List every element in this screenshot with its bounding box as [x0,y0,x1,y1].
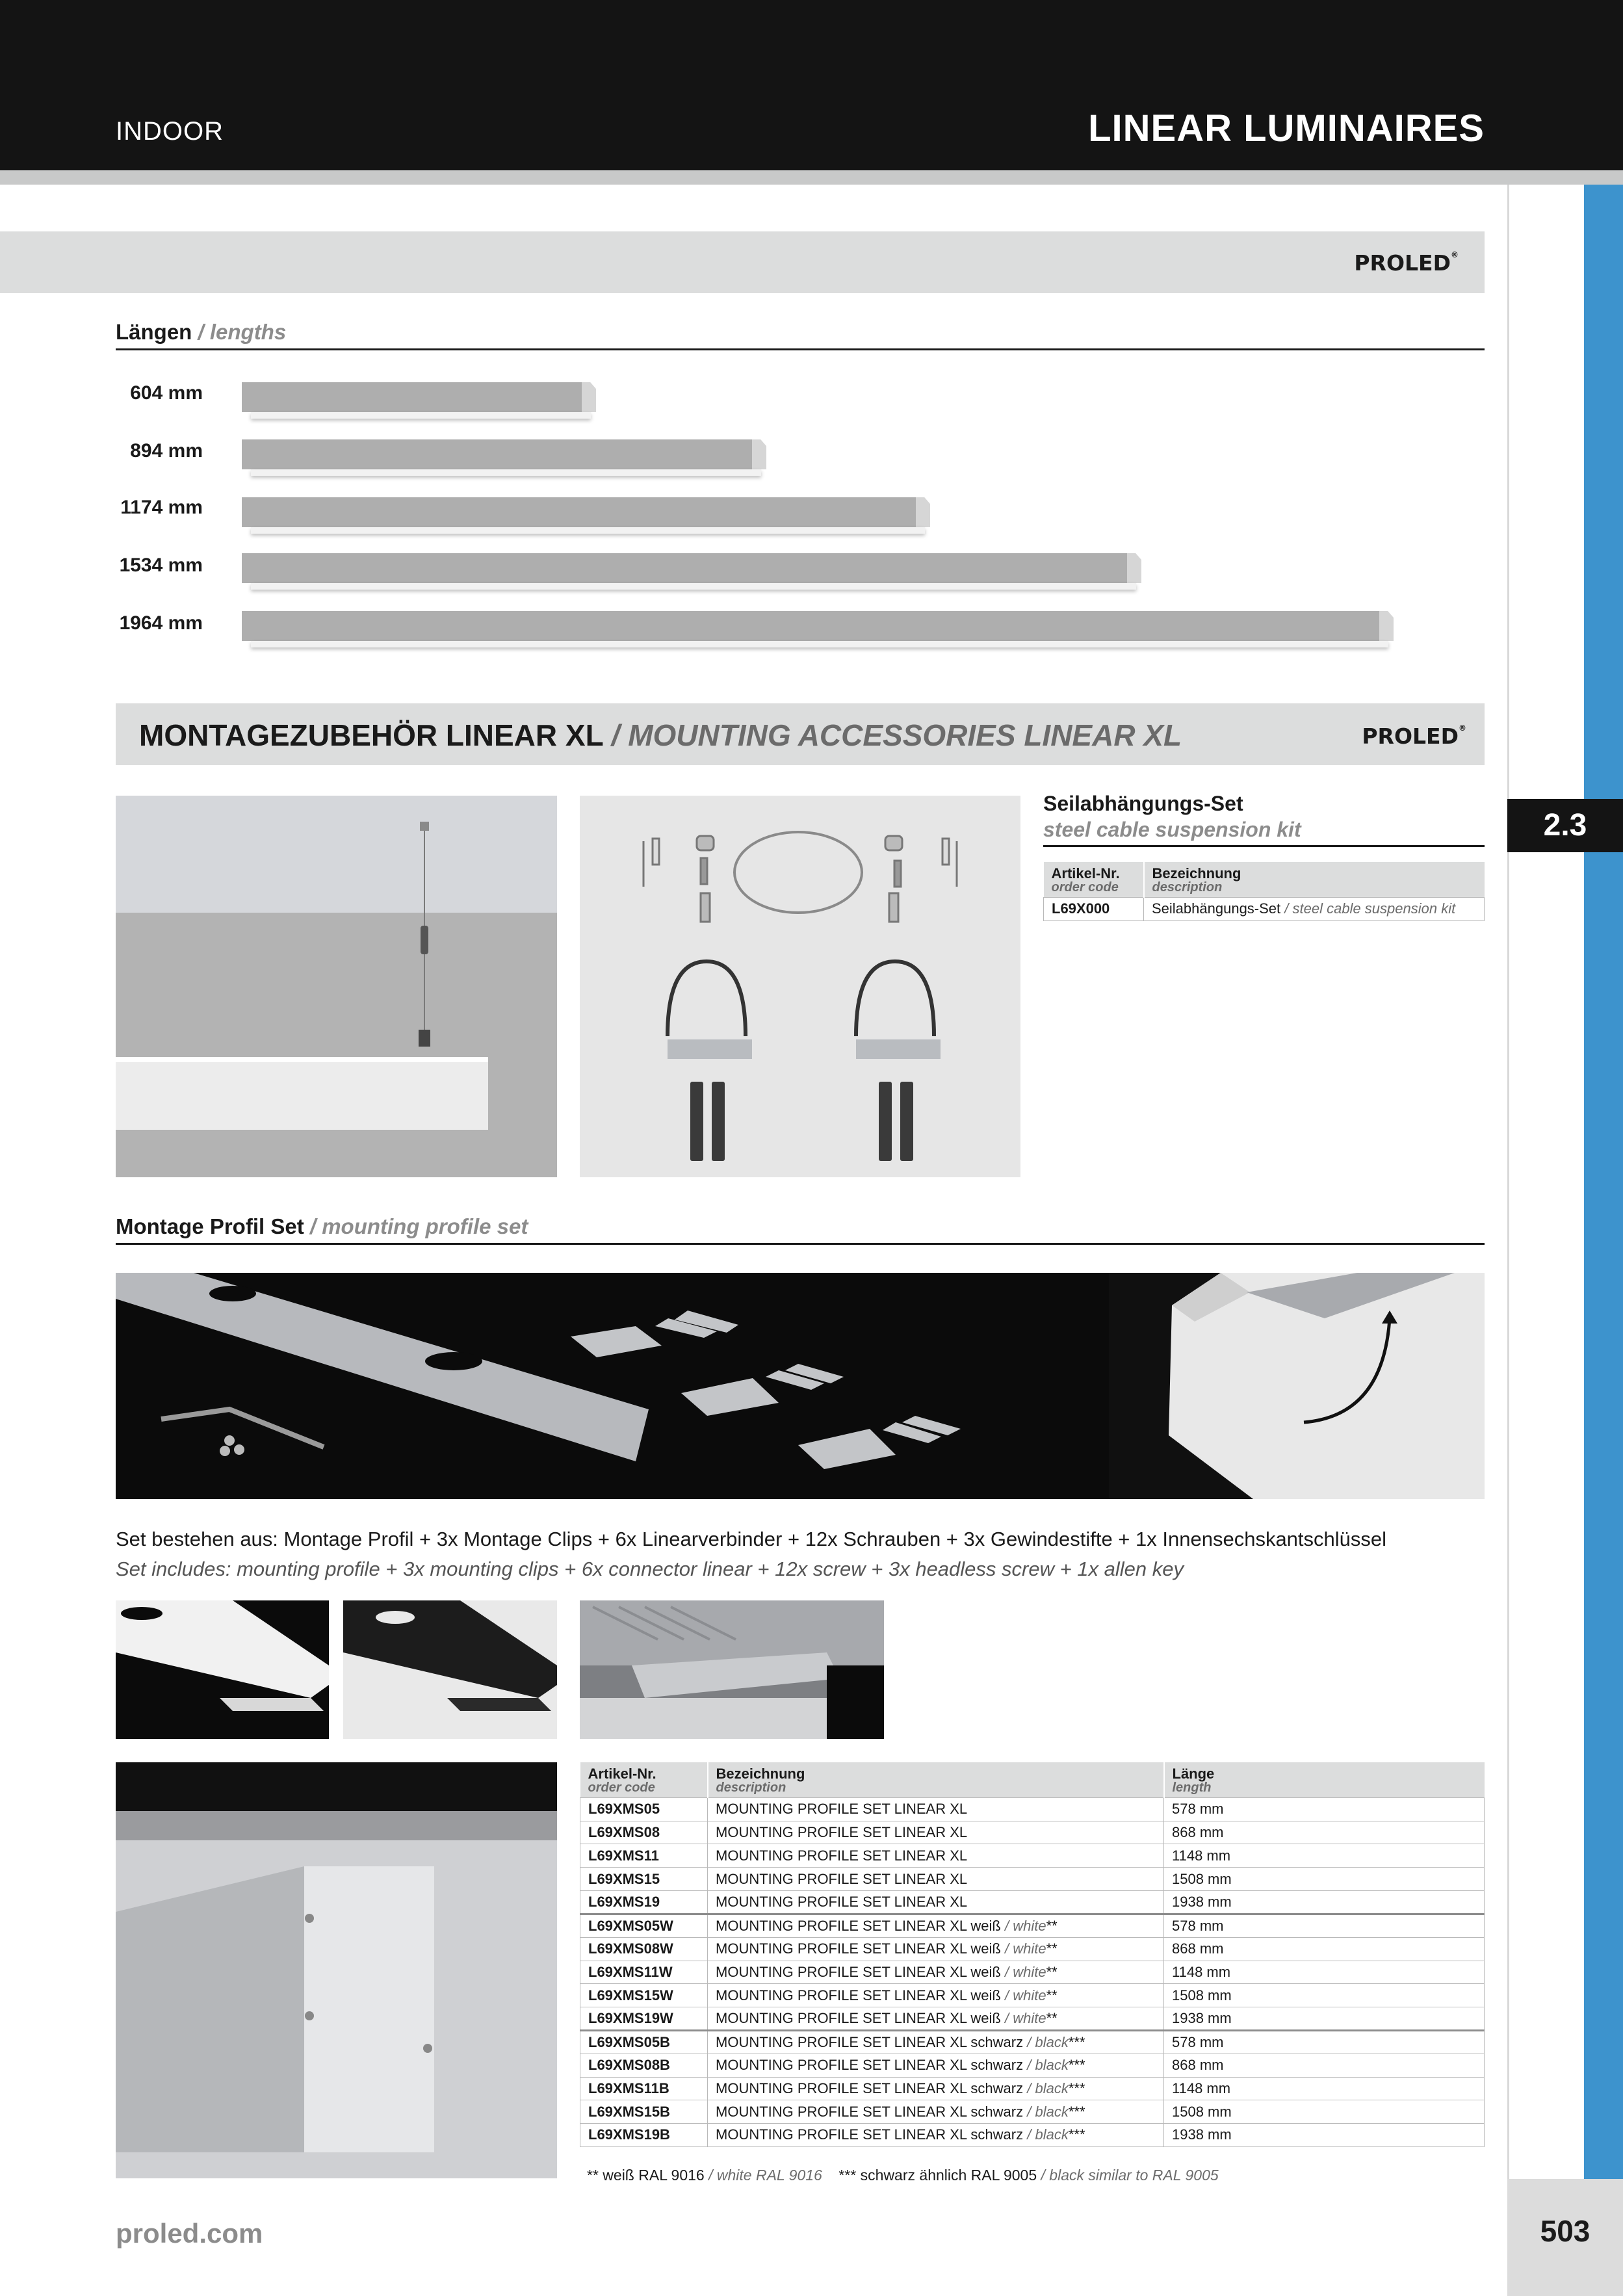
profile-installed-photo [116,1762,557,2178]
suspension-installed-photo [116,796,557,1177]
description: MOUNTING PROFILE SET LINEAR XL [708,1868,1164,1891]
length-value: 1148 mm [1164,1961,1485,1984]
order-code: L69XMS05 [580,1798,708,1821]
length-bar [242,553,1141,587]
length-value: 578 mm [1164,1914,1485,1937]
description: MOUNTING PROFILE SET LINEAR XL [708,1844,1164,1868]
length-label: 1174 mm [120,497,203,518]
description: MOUNTING PROFILE SET LINEAR XL [708,1821,1164,1844]
website-link[interactable]: proled.com [116,2218,263,2249]
table-row [580,1844,1485,1868]
kit-subtitle: steel cable suspension kit [1043,818,1301,841]
mounting-clip-detail-photo [580,1600,884,1739]
set-includes-de: Set bestehen aus: Montage Profil + 3x Montage Clips + 6x Linearverbinder + 12x Schrauben + 3x Gewindestifte + 1x Innensechskantschlüssel [116,1528,1387,1550]
order-code: L69XMS19 [580,1890,708,1914]
table-row [580,1821,1485,1844]
description: MOUNTING PROFILE SET LINEAR XL schwarz / black*** [708,2030,1164,2054]
length-bar [242,497,930,531]
table-row [580,2030,1485,2054]
description: MOUNTING PROFILE SET LINEAR XL schwarz / black*** [708,2123,1164,2146]
length-value: 1938 mm [1164,2007,1485,2030]
section-title: MONTAGEZUBEHÖR LINEAR XL / MOUNTING ACCESSORIES LINEAR XL [139,718,1182,752]
length-value: 868 mm [1164,1821,1485,1844]
order-code: L69XMS08W [580,1937,708,1961]
brand-bar [0,231,1485,293]
length-label: 1534 mm [119,554,203,576]
sidebar-color-tab [1584,185,1623,2179]
order-code: L69XMS08B [580,2054,708,2077]
length-value: 578 mm [1164,1798,1485,1821]
description: MOUNTING PROFILE SET LINEAR XL weiß / white** [708,1961,1164,1984]
table-row [580,1914,1485,1937]
order-code: L69XMS15W [580,1984,708,2007]
table-row [580,2007,1485,2030]
description: Seilabhängungs-Set / steel cable suspension kit [1144,898,1485,921]
column-header: Länge length [1164,1762,1485,1798]
section-title-bar [116,703,1485,765]
order-code: L69XMS11W [580,1961,708,1984]
table-row [1044,898,1485,921]
white-profile-photo [116,1600,329,1739]
column-header: Bezeichnung description [1144,862,1485,898]
table-header-row [1044,862,1485,898]
length-bar [242,382,596,416]
table-row [580,2123,1485,2146]
length-value: 1938 mm [1164,2123,1485,2146]
table-row [580,1868,1485,1891]
section-number-tab[interactable]: 2.3 [1507,799,1623,852]
kit-title: Seilabhängungs-Set [1043,792,1243,815]
description: MOUNTING PROFILE SET LINEAR XL schwarz / black*** [708,2077,1164,2100]
order-code: L69XMS19B [580,2123,708,2146]
order-code: L69XMS08 [580,1821,708,1844]
description: MOUNTING PROFILE SET LINEAR XL weiß / white** [708,1984,1164,2007]
length-bar [242,611,1394,645]
length-value: 868 mm [1164,2054,1485,2077]
table-row [580,2054,1485,2077]
length-label: 1964 mm [119,612,203,634]
length-label: 604 mm [130,382,203,404]
suspension-kit-parts-photo [580,796,1020,1177]
set-includes-en: Set includes: mounting profile + 3x mounting clips + 6x connector linear + 12x screw + 3x headless screw + 1x allen key [116,1558,1184,1580]
sidebar-margin [1507,185,1584,2296]
column-header: Bezeichnung description [708,1762,1164,1798]
page-title: LINEAR LUMINAIRES [1088,107,1485,150]
length-label: 894 mm [130,440,203,462]
length-value: 1148 mm [1164,1844,1485,1868]
table-row [580,1890,1485,1914]
length-value: 1148 mm [1164,2077,1485,2100]
description: MOUNTING PROFILE SET LINEAR XL weiß / white** [708,2007,1164,2030]
table-row [580,2077,1485,2100]
order-code: L69XMS15B [580,2100,708,2124]
profile-set-parts-photo [116,1273,1485,1499]
table-row [580,1984,1485,2007]
description: MOUNTING PROFILE SET LINEAR XL schwarz / black*** [708,2054,1164,2077]
lengths-heading: Längen / lengths [116,320,1485,350]
length-value: 1938 mm [1164,1890,1485,1914]
order-code: L69XMS19W [580,2007,708,2030]
length-value: 1508 mm [1164,1984,1485,2007]
order-code: L69XMS05W [580,1914,708,1937]
table-row [580,2100,1485,2124]
table-row [580,1798,1485,1821]
profile-set-heading: Montage Profil Set / mounting profile set [116,1214,1485,1245]
description: MOUNTING PROFILE SET LINEAR XL [708,1798,1164,1821]
order-code: L69XMS05B [580,2030,708,2054]
black-profile-photo [343,1600,557,1739]
page-number: 503 [1540,2214,1591,2248]
kit-rule [1043,845,1485,847]
proled-logo: PROLED® [1354,250,1459,276]
length-value: 868 mm [1164,1937,1485,1961]
length-value: 1508 mm [1164,2100,1485,2124]
header-divider [0,170,1623,185]
order-code: L69XMS11 [580,1844,708,1868]
table-row [580,1961,1485,1984]
suspension-kit-table [1043,862,1485,921]
column-header: Artikel-Nr. order code [1044,862,1144,898]
order-code: L69XMS11B [580,2077,708,2100]
column-header: Artikel-Nr. order code [580,1762,708,1798]
description: MOUNTING PROFILE SET LINEAR XL schwarz / black*** [708,2100,1164,2124]
order-code: L69XMS15 [580,1868,708,1891]
length-value: 578 mm [1164,2030,1485,2054]
description: MOUNTING PROFILE SET LINEAR XL weiß / white** [708,1937,1164,1961]
length-bar [242,439,766,473]
order-code: L69X000 [1044,898,1144,921]
description: MOUNTING PROFILE SET LINEAR XL weiß / white** [708,1914,1164,1937]
color-footnote: ** weiß RAL 9016 / white RAL 9016 *** schwarz ähnlich RAL 9005 / black similar to RAL 9005 [587,2167,1219,2184]
profile-set-table [580,1762,1485,2147]
category-label: INDOOR [116,117,224,146]
description: MOUNTING PROFILE SET LINEAR XL [708,1890,1164,1914]
proled-logo: PROLED® [1362,724,1466,749]
table-row [580,1937,1485,1961]
length-value: 1508 mm [1164,1868,1485,1891]
table-header-row [580,1762,1485,1798]
